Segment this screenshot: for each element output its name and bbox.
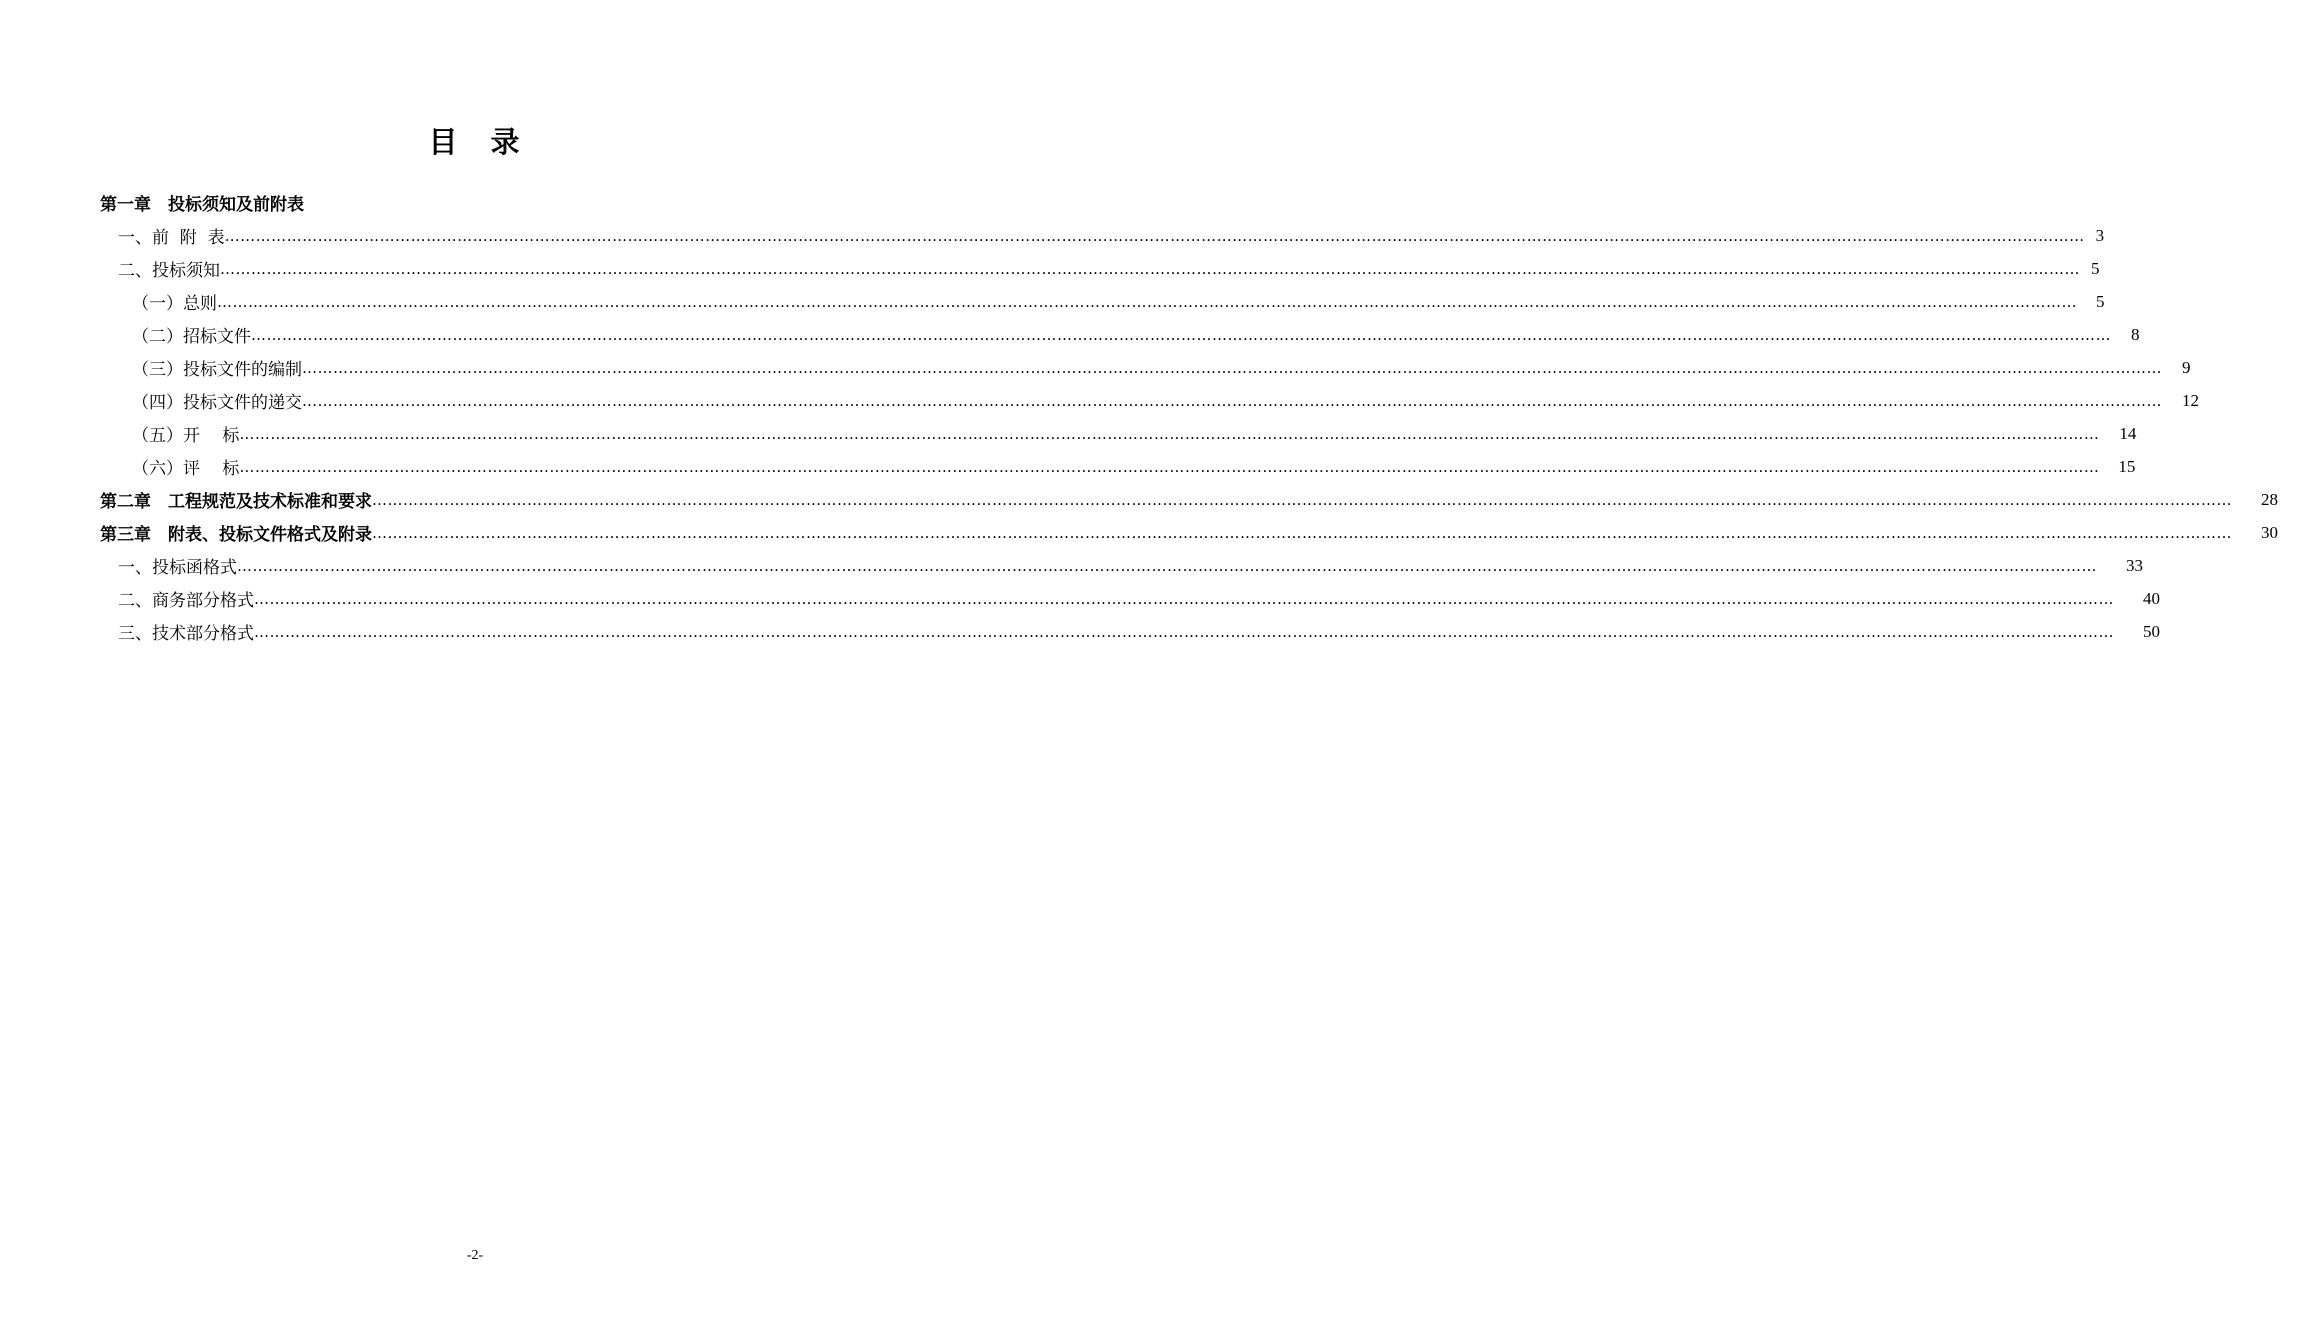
toc-entry-label: 一、投标函格式: [118, 558, 237, 578]
toc-entry[interactable]: [0, 384, 2199, 417]
toc-entry-leader: ………………………………………………………………………………………………………………………………………………………………………………………………………………………………………………………………………………………………………………………………: [224, 226, 2085, 245]
toc-entry-page-number: 40: [2143, 588, 2160, 608]
toc-entry[interactable]: [0, 483, 2278, 516]
toc-entry-leader: ………………………………………………………………………………………………………………………………………………………………………………………………………………………………………………………………………………………………………………………………: [372, 490, 2232, 509]
toc-entry[interactable]: [0, 219, 2105, 252]
toc-entry-page-number: 50: [2143, 621, 2160, 641]
toc-entry-page-number: 5: [2091, 258, 2100, 278]
toc-entry-label: （三）投标文件的编制: [132, 360, 302, 380]
toc-entry-label: 二、商务部分格式: [118, 591, 254, 611]
toc-entry-leader: ………………………………………………………………………………………………………………………………………………………………………………………………………………………………………………………………………………………………………………………………: [254, 589, 2114, 608]
toc-entry-label: 二、投标须知: [118, 261, 220, 281]
toc-entry-leader: ………………………………………………………………………………………………………………………………………………………………………………………………………………………………………………………………………………………………………………………………: [239, 457, 2100, 476]
toc-entry-leader: ………………………………………………………………………………………………………………………………………………………………………………………………………………………………………………………………………………………………………………………………: [220, 259, 2080, 278]
toc-entry-leader: ………………………………………………………………………………………………………………………………………………………………………………………………………………………………………………………………………………………………………………………………: [237, 556, 2097, 575]
toc-entry[interactable]: [0, 186, 950, 219]
toc-entry-label: （一）总则: [132, 294, 217, 314]
toc-entry-label: 第二章 工程规范及技术标准和要求: [100, 492, 372, 512]
toc-entry-label: （四）投标文件的递交: [132, 393, 302, 413]
toc-entry-leader: ………………………………………………………………………………………………………………………………………………………………………………………………………………………………………………………………………………………………………………………………: [251, 325, 2111, 344]
toc-entry[interactable]: [0, 516, 2278, 549]
toc-entry-leader: ………………………………………………………………………………………………………………………………………………………………………………………………………………………………………………………………………………………………………………………………: [254, 622, 2114, 641]
toc-entry-label: （二）招标文件: [132, 327, 251, 347]
page-title: 目 录: [428, 125, 522, 159]
toc-entry-page-number: 28: [2261, 489, 2278, 509]
toc-entry-leader: ………………………………………………………………………………………………………………………………………………………………………………………………………………………………………………………………………………………………………………………………: [372, 523, 2232, 542]
footer-page-number: -2-: [466, 1248, 484, 1263]
toc-entry-page-number: 15: [2118, 456, 2136, 476]
toc-entry[interactable]: [0, 252, 2100, 285]
toc-entry-label: （六）评 标: [132, 459, 240, 479]
toc-entry-leader: ………………………………………………………………………………………………………………………………………………………………………………………………………………………………………………………………………………………………………………………………: [302, 358, 2162, 377]
toc-entry[interactable]: [0, 549, 2143, 582]
toc-entry-page-number: 33: [2126, 555, 2143, 575]
toc-entry-page-number: 8: [2131, 324, 2140, 344]
toc-entry[interactable]: [0, 417, 2137, 450]
toc-entry-label: （五）开 标: [132, 426, 240, 446]
toc-entry[interactable]: [0, 582, 2160, 615]
toc-entry-label: 第三章 附表、投标文件格式及附录: [100, 525, 372, 545]
toc-entry-page-number: 12: [2182, 390, 2199, 410]
table-of-contents: [0, 186, 2278, 648]
toc-entry-page-number: 5: [2096, 291, 2105, 311]
toc-entry[interactable]: [0, 285, 2105, 318]
toc-entry-page-number: 9: [2182, 357, 2191, 377]
toc-entry[interactable]: [0, 318, 2140, 351]
toc-entry-label: 三、技术部分格式: [118, 624, 254, 644]
toc-entry-page-number: 3: [2095, 225, 2105, 245]
toc-entry[interactable]: [0, 351, 2191, 384]
toc-entry-leader: ………………………………………………………………………………………………………………………………………………………………………………………………………………………………………………………………………………………………………………………………: [302, 391, 2162, 410]
toc-entry-label: 第一章 投标须知及前附表: [100, 195, 304, 215]
toc-entry[interactable]: [0, 450, 2136, 483]
toc-entry-leader: ………………………………………………………………………………………………………………………………………………………………………………………………………………………………………………………………………………………………………………………………: [217, 292, 2077, 311]
toc-entry-page-number: 30: [2261, 522, 2278, 542]
toc-entry-label: 一、前 附 表: [118, 228, 225, 248]
toc-entry-leader: ………………………………………………………………………………………………………………………………………………………………………………………………………………………………………………………………………………………………………………………………: [239, 424, 2100, 443]
toc-entry[interactable]: [0, 615, 2160, 648]
toc-entry-page-number: 14: [2119, 423, 2137, 443]
